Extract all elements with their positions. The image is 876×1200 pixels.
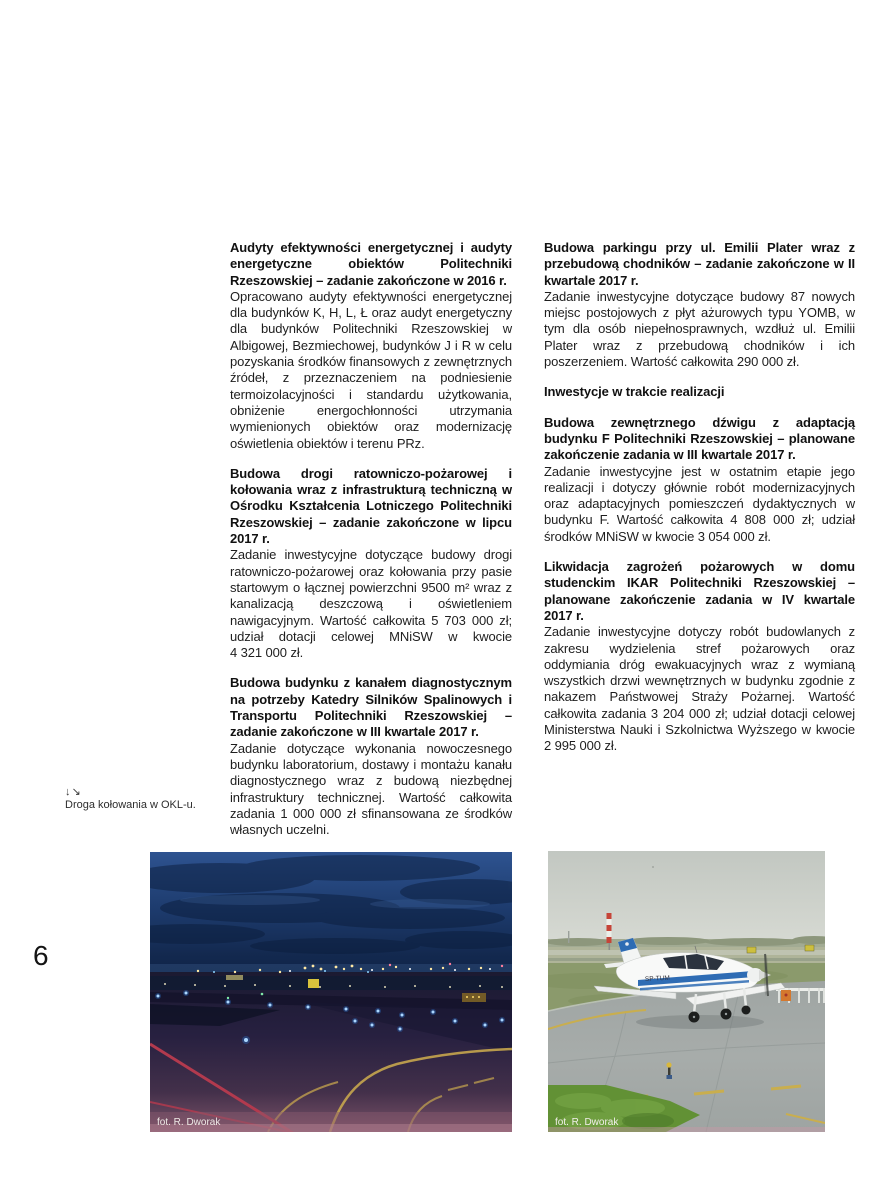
photo-credit: fot. R. Dworak bbox=[555, 1117, 619, 1128]
caption-arrows-icon: ↓↘ bbox=[65, 786, 82, 798]
article-heading: Audyty efektywności energetycznej i audyty energetyczne obiektów Politechniki Rzeszowskiej – zadanie zakończone w 2016 r. bbox=[230, 240, 512, 288]
caption-text: Droga kołowania w OKL-u. bbox=[65, 799, 196, 811]
bird-speck bbox=[652, 866, 654, 868]
article-heading: Budowa budynku z kanałem diagnostycznym na potrzeby Katedry Silników Spalinowych i Transportu Politechniki Rzeszowskiej – zadanie zakończone w III kwartale 2017 r. bbox=[230, 675, 512, 740]
section-subheading: Inwestycje w trakcie realizacji bbox=[544, 384, 725, 400]
article-heading: Budowa drogi ratowniczo-pożarowej i kołowania wraz z infrastrukturą techniczną w Ośrodku Kształcenia Lotniczego Politechniki Rzeszowskiej – zadanie zakończone w lipcu 2017 r. bbox=[230, 465, 512, 547]
page-number: 6 bbox=[33, 940, 49, 971]
article-heading: Budowa zewnętrznego dźwigu z adaptacją budynku F Politechniki Rzeszowskiej – planowane zakończenie zadania w III kwartale 2017 r. bbox=[544, 414, 855, 463]
article-body: Zadanie inwestycyjne dotyczące budowy drogi ratowniczo-pożarowej oraz kołowania przy pasie startowym o łącznej powierzchni 9500 m² wraz z kanalizacją deszczową i oświetleniem nawigacyjnym. Wartość całkowita 5 703 000 zł; udział dotacji celowej MNiSW w kwocie 4 321 000 zł. bbox=[230, 547, 512, 661]
right-column bbox=[544, 240, 855, 769]
night-taxiway-illustration bbox=[150, 852, 512, 1132]
airplane-shadow bbox=[636, 1015, 764, 1029]
article-body: Zadanie inwestycyjne dotyczy robót budowlanych z zakresu wydzielenia stref pożarowych oraz oddymiania dróg ewakuacyjnych wraz z wymianą wszystkich drzwi wewnętrznych w budynku zgodnie z nakazem Państwowej Straży Pożarnej. Wartość całkowita zadania 3 204 000 zł; udział dotacji celowej Ministerstwa Nauki i Szkolnictwa Wyższego w kwocie 2 995 000 zł. bbox=[544, 624, 855, 754]
hazy-sky bbox=[548, 851, 825, 951]
far-field-band bbox=[150, 976, 512, 990]
article-heading: Budowa parkingu przy ul. Emilii Plater wraz z przebudową chodników – zadanie zakończone w II kwartale 2017 r. bbox=[544, 240, 855, 288]
tail-logo bbox=[625, 942, 629, 946]
article-body: Zadanie inwestycyjne dotyczące budowy 87 nowych miejsc postojowych z płyt ażurowych typu YOMB, w tym dla osób niepełnosprawnych, wzdłuż ul. Emilii Plater wraz z przebudową chodników i ich poszerzeniem. Wartość całkowita 290 000 zł. bbox=[544, 288, 855, 370]
article-body: Zadanie dotyczące wykonania nowoczesnego budynku laboratorium, dostawy i montażu kanału diagnostycznego wraz z budową niezbędnej infrastruktury technicznej. Wartość całkowita zadania 1 000 000 zł sfinansowana ze środków własnych uczelni. bbox=[230, 740, 512, 838]
photo-caption bbox=[65, 786, 196, 812]
article-heading: Likwidacja zagrożeń pożarowych w domu studenckim IKAR Politechniki Rzeszowskiej – planowane zakończenie zadania w IV kwartale 2017 r. bbox=[544, 559, 855, 623]
photo-night-taxiway bbox=[150, 852, 512, 1132]
airplane-illustration bbox=[548, 851, 825, 1132]
left-column bbox=[230, 240, 512, 852]
article-body: Opracowano audyty efektywności energetycznej dla budynków K, H, L, Ł oraz audyt energetyczny dla budynków Politechniki Rzeszowskiej w Albigowej, Bezmiechowej, budynków J i R w celu pozyskania środków finansowych z zewnętrznych źródeł, z przeznaczeniem na podniesienie termoizolacyjności i standardu użytkowania, obniżenie energochłonności utrzymania wymienionych obiektów oraz modernizację oświetlenia obiektów i terenu PRz. bbox=[230, 288, 512, 451]
far-pole bbox=[568, 931, 569, 943]
photo-airplane-taxiway bbox=[548, 851, 825, 1132]
article-body: Zadanie inwestycyjne jest w ostatnim etapie jego realizacji i dotyczy głównie robót modernizacyjnych oraz adaptacyjnych pomieszczeń dydaktycznych w budynku F. Wartość całkowita 4 808 000 zł; udział środków MNiSW w kwocie 3 054 000 zł. bbox=[544, 463, 855, 544]
registration-text: SP-TUM bbox=[644, 974, 670, 983]
photo-credit: fot. R. Dworak bbox=[157, 1117, 221, 1128]
